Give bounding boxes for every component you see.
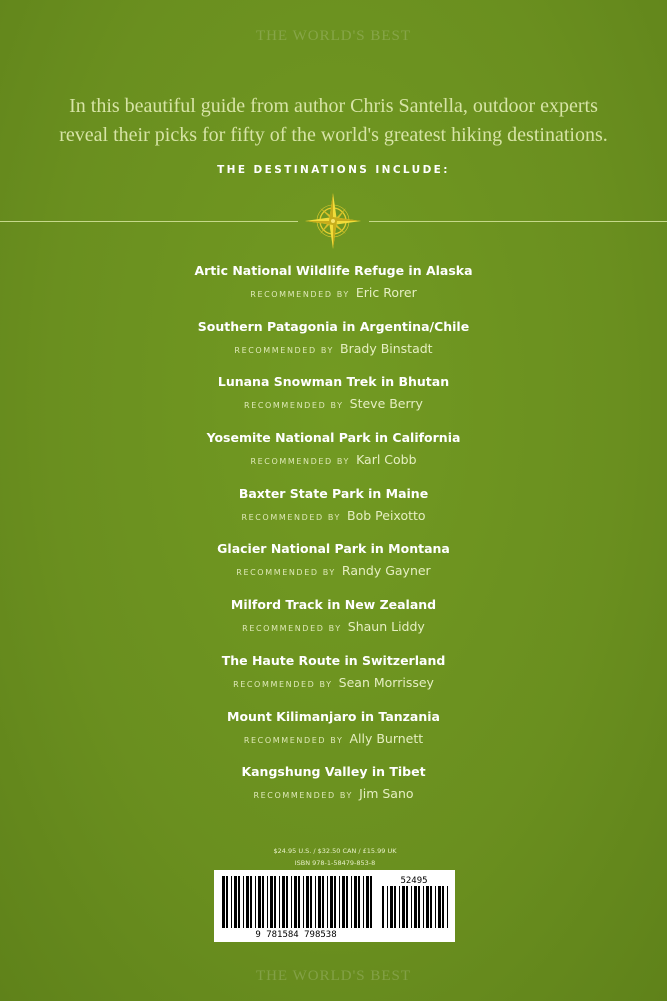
- barcode-bar: [399, 886, 400, 928]
- recommender-name: Sean Morrissey: [338, 674, 434, 690]
- destinations-list: [0, 262, 667, 819]
- barcode-bar: [363, 876, 364, 928]
- barcode-bar: [234, 876, 237, 928]
- price-line: $24.95 U.S. / $32.50 CAN / £15.99 UK: [273, 847, 397, 855]
- recommended-line: [0, 675, 667, 693]
- destination-name: Glacier National Park in Montana: [217, 541, 450, 557]
- barcode-bar: [402, 886, 405, 928]
- recommended-line: [0, 285, 667, 303]
- recommender-name: Eric Rorer: [355, 285, 417, 300]
- barcode-bar: [370, 876, 372, 928]
- barcode-bar: [366, 876, 369, 928]
- barcode-bar: [315, 876, 316, 928]
- recommended-line: [0, 452, 667, 470]
- recommended-label: RECOMMENDED BY: [244, 401, 344, 411]
- recommended-label: RECOMMENDED BY: [250, 457, 351, 467]
- recommender-name: Karl Cobb: [356, 452, 417, 468]
- barcode-bar: [334, 876, 336, 928]
- barcode-bar: [382, 886, 384, 928]
- recommender-name: Bob Peixotto: [347, 507, 426, 523]
- barcode-bar: [342, 876, 345, 928]
- barcode-bar: [339, 876, 340, 928]
- recommended-label: RECOMMENDED BY: [233, 679, 333, 689]
- list-item: [0, 763, 667, 819]
- recommended-line: [0, 508, 667, 526]
- divider-left: [0, 221, 298, 222]
- recommender-name: Steve Berry: [349, 396, 423, 412]
- destination-name: Mount Kilimanjaro in Tanzania: [227, 708, 440, 724]
- list-item: [0, 262, 667, 318]
- price-isbn-block: [215, 845, 455, 869]
- barcode-bar: [435, 886, 436, 928]
- barcode-bar: [246, 876, 249, 928]
- barcode-bar: [423, 886, 424, 928]
- barcode-bar: [358, 876, 360, 928]
- destination-name: The Haute Route in Switzerland: [221, 652, 446, 668]
- barcode-bar: [291, 876, 292, 928]
- recommender-name: Randy Gayner: [341, 563, 431, 579]
- barcode-main-bars: [222, 876, 372, 928]
- isbn-barcode: [214, 870, 455, 942]
- blurb-paragraph: [0, 92, 667, 150]
- barcode-bar: [447, 886, 448, 928]
- barcode-bar: [231, 876, 232, 928]
- barcode-bar: [411, 886, 412, 928]
- destination-name: Kangshung Valley in Tibet: [241, 764, 426, 780]
- list-item: [0, 429, 667, 485]
- destinations-heading: THE DESTINATIONS INCLUDE:: [217, 164, 450, 176]
- watermark-bottom: THE WORLD'S BEST: [255, 968, 412, 984]
- barcode-bar: [222, 876, 225, 928]
- barcode-bar: [418, 886, 420, 928]
- barcode-addon-bars: [382, 886, 448, 928]
- barcode-bar: [330, 876, 333, 928]
- list-item: [0, 373, 667, 429]
- recommended-label: RECOMMENDED BY: [234, 345, 335, 355]
- recommender-name: Jim Sano: [359, 786, 414, 802]
- isbn-line: ISBN 978-1-58479-853-8: [294, 859, 376, 867]
- recommended-label: RECOMMENDED BY: [242, 624, 342, 634]
- barcode-bar: [262, 876, 264, 928]
- list-item: [0, 652, 667, 708]
- recommended-line: [0, 619, 667, 637]
- recommended-line: [0, 786, 667, 804]
- barcode-bar: [258, 876, 261, 928]
- recommended-label: RECOMMENDED BY: [243, 735, 344, 745]
- barcode-addon-digits: 52495: [400, 876, 428, 886]
- list-item: [0, 708, 667, 764]
- list-item: [0, 596, 667, 652]
- barcode-bar: [267, 876, 268, 928]
- list-item: [0, 318, 667, 374]
- recommender-name: Shaun Liddy: [347, 619, 425, 635]
- barcode-bar: [274, 876, 276, 928]
- barcode-main-digits: 9 781584 798538: [255, 930, 337, 940]
- destination-name: Yosemite National Park in California: [206, 430, 461, 446]
- recommended-line: [0, 563, 667, 581]
- barcode-bar: [294, 876, 297, 928]
- barcode-bar: [238, 876, 240, 928]
- barcode-bar: [426, 886, 429, 928]
- list-item: [0, 540, 667, 596]
- recommended-label: RECOMMENDED BY: [250, 290, 350, 299]
- barcode-bar: [346, 876, 348, 928]
- barcode-bar: [279, 876, 280, 928]
- barcode-bar: [226, 876, 228, 928]
- compass-rose-icon: [303, 191, 363, 251]
- barcode-bar: [282, 876, 285, 928]
- barcode-bar: [322, 876, 324, 928]
- destination-name: Milford Track in New Zealand: [230, 597, 437, 613]
- destination-name: Artic National Wildlife Refuge in Alaska: [194, 263, 473, 278]
- recommender-name: Brady Binstadt: [340, 340, 433, 356]
- barcode-bar: [414, 886, 417, 928]
- barcode-bar: [354, 876, 357, 928]
- barcode-bar: [318, 876, 321, 928]
- barcode-bar: [438, 886, 441, 928]
- barcode-bar: [442, 886, 444, 928]
- blurb-line-2: reveal their picks for fifty of the world's greatest hiking destinations.: [59, 124, 608, 146]
- barcode-bar: [387, 886, 388, 928]
- recommended-label: RECOMMENDED BY: [253, 791, 354, 801]
- recommended-line: [0, 341, 667, 359]
- barcode-bar: [270, 876, 273, 928]
- blurb-line-1: In this beautiful guide from author Chris Santella, outdoor experts: [69, 95, 598, 117]
- recommended-label: RECOMMENDED BY: [241, 512, 342, 522]
- divider-right: [369, 221, 667, 222]
- barcode-bar: [250, 876, 252, 928]
- barcode-bar: [327, 876, 328, 928]
- barcode-bar: [351, 876, 352, 928]
- barcode-bar: [243, 876, 244, 928]
- destination-name: Baxter State Park in Maine: [238, 485, 429, 501]
- barcode-bar: [255, 876, 256, 928]
- recommended-line: [0, 396, 667, 414]
- barcode-bar: [406, 886, 408, 928]
- watermark-top: THE WORLD'S BEST: [255, 28, 412, 44]
- barcode-bar: [390, 886, 393, 928]
- barcode-bar: [310, 876, 312, 928]
- barcode-bar: [298, 876, 300, 928]
- barcode-bar: [306, 876, 309, 928]
- recommended-line: [0, 731, 667, 749]
- barcode-bar: [394, 886, 396, 928]
- destination-name: Lunana Snowman Trek in Bhutan: [217, 374, 450, 390]
- barcode-bar: [430, 886, 432, 928]
- destination-name: Southern Patagonia in Argentina/Chile: [197, 318, 470, 334]
- list-item: [0, 485, 667, 541]
- barcode-bar: [286, 876, 288, 928]
- recommended-label: RECOMMENDED BY: [236, 568, 336, 578]
- barcode-bar: [303, 876, 304, 928]
- recommender-name: Ally Burnett: [349, 730, 424, 746]
